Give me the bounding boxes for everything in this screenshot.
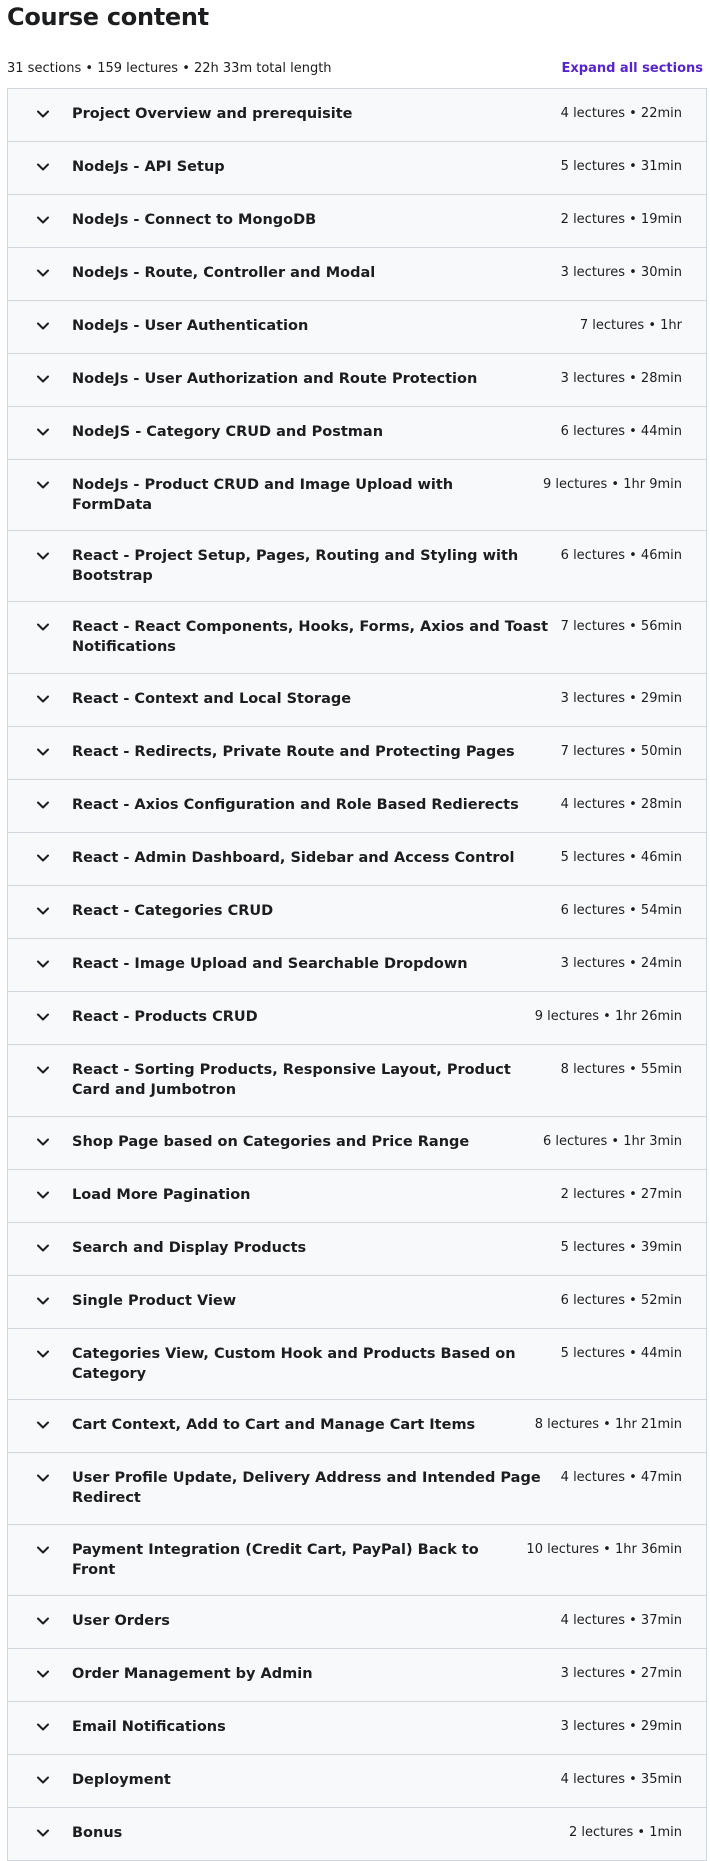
section-row[interactable] <box>8 992 706 1045</box>
section-title: User Profile Update, Delivery Address and Intended Page Redirect <box>72 1470 541 1506</box>
chevron-down-icon <box>36 1132 50 1152</box>
section-meta: 5 lectures • 31min <box>560 159 682 174</box>
chevron-down-icon <box>36 742 50 762</box>
section-meta: 9 lectures • 1hr 9min <box>542 477 682 492</box>
section-row[interactable] <box>8 1329 706 1400</box>
section-title: React - Axios Configuration and Role Based Redierects <box>72 797 519 813</box>
section-title: Email Notifications <box>72 1719 226 1735</box>
section-meta: 4 lectures • 37min <box>560 1613 682 1628</box>
section-row[interactable] <box>8 1223 706 1276</box>
section-title: React - React Components, Hooks, Forms, Axios and Toast Notifications <box>72 619 549 655</box>
section-meta: 4 lectures • 35min <box>560 1772 682 1787</box>
section-meta: 5 lectures • 46min <box>560 850 682 865</box>
section-row[interactable] <box>8 1276 706 1329</box>
section-meta: 6 lectures • 46min <box>560 548 682 563</box>
section-meta: 4 lectures • 47min <box>560 1470 682 1485</box>
chevron-down-icon <box>36 1060 50 1080</box>
section-title: React - Context and Local Storage <box>72 691 352 707</box>
section-title: Project Overview and prerequisite <box>72 106 353 122</box>
section-row[interactable] <box>8 886 706 939</box>
section-row[interactable] <box>8 142 706 195</box>
section-title: Cart Context, Add to Cart and Manage Cart Items <box>72 1417 476 1433</box>
course-summary: 31 sections • 159 lectures • 22h 33m total length <box>7 60 332 76</box>
section-meta: 4 lectures • 28min <box>560 797 682 812</box>
section-title: Load More Pagination <box>72 1187 251 1203</box>
section-meta: 4 lectures • 22min <box>560 106 682 121</box>
section-row[interactable] <box>8 1400 706 1453</box>
section-title: NodeJs - API Setup <box>72 159 225 175</box>
section-title: User Orders <box>72 1613 170 1629</box>
section-meta: 3 lectures • 28min <box>560 371 682 386</box>
section-row[interactable] <box>8 354 706 407</box>
section-meta: 8 lectures • 55min <box>560 1062 682 1077</box>
section-title: React - Project Setup, Pages, Routing and Styling with Bootstrap <box>72 548 519 584</box>
chevron-down-icon <box>36 1717 50 1737</box>
section-row[interactable] <box>8 1170 706 1223</box>
section-row[interactable] <box>8 674 706 727</box>
section-row[interactable] <box>8 1525 706 1596</box>
section-meta: 3 lectures • 27min <box>560 1666 682 1681</box>
section-title: React - Categories CRUD <box>72 903 274 919</box>
section-title: NodeJs - Product CRUD and Image Upload with FormData <box>72 477 454 513</box>
section-row[interactable] <box>8 939 706 992</box>
chevron-down-icon <box>36 1007 50 1027</box>
expand-all-sections-button[interactable]: Expand all sections <box>561 60 703 76</box>
section-row[interactable] <box>8 602 706 674</box>
section-title: React - Products CRUD <box>72 1009 258 1025</box>
section-row[interactable] <box>8 1453 706 1525</box>
course-summary-row <box>7 48 703 88</box>
chevron-down-icon <box>36 210 50 230</box>
section-meta: 3 lectures • 29min <box>560 691 682 706</box>
section-title: NodeJS - Category CRUD and Postman <box>72 424 384 440</box>
section-meta: 5 lectures • 44min <box>560 1346 682 1361</box>
chevron-down-icon <box>36 795 50 815</box>
section-meta: 7 lectures • 1hr <box>579 318 682 333</box>
section-title: NodeJs - Connect to MongoDB <box>72 212 317 228</box>
chevron-down-icon <box>36 263 50 283</box>
chevron-down-icon <box>36 1540 50 1560</box>
section-row[interactable] <box>8 1808 706 1861</box>
section-title: Payment Integration (Credit Cart, PayPal) Back to Front <box>72 1542 479 1578</box>
section-meta: 5 lectures • 39min <box>560 1240 682 1255</box>
section-title: Order Management by Admin <box>72 1666 313 1682</box>
section-row[interactable] <box>8 1596 706 1649</box>
sections-list <box>7 88 707 1861</box>
section-meta: 7 lectures • 50min <box>560 744 682 759</box>
section-meta: 8 lectures • 1hr 21min <box>534 1417 682 1432</box>
section-title: React - Admin Dashboard, Sidebar and Access Control <box>72 850 515 866</box>
section-meta: 6 lectures • 54min <box>560 903 682 918</box>
section-title: React - Redirects, Private Route and Protecting Pages <box>72 744 515 760</box>
chevron-down-icon <box>36 689 50 709</box>
chevron-down-icon <box>36 369 50 389</box>
section-meta: 9 lectures • 1hr 26min <box>534 1009 682 1024</box>
chevron-down-icon <box>36 848 50 868</box>
section-row[interactable] <box>8 89 706 142</box>
chevron-down-icon <box>36 475 50 495</box>
chevron-down-icon <box>36 1238 50 1258</box>
chevron-down-icon <box>36 1468 50 1488</box>
chevron-down-icon <box>36 157 50 177</box>
section-row[interactable] <box>8 460 706 531</box>
section-title: React - Image Upload and Searchable Dropdown <box>72 956 468 972</box>
chevron-down-icon <box>36 1823 50 1843</box>
chevron-down-icon <box>36 104 50 124</box>
section-title: Shop Page based on Categories and Price Range <box>72 1134 470 1150</box>
chevron-down-icon <box>36 1664 50 1684</box>
section-row[interactable] <box>8 1649 706 1702</box>
section-meta: 2 lectures • 27min <box>560 1187 682 1202</box>
section-title: Bonus <box>72 1825 123 1841</box>
chevron-down-icon <box>36 422 50 442</box>
section-meta: 3 lectures • 29min <box>560 1719 682 1734</box>
page-title: Course content <box>7 3 209 31</box>
section-meta: 7 lectures • 56min <box>560 619 682 634</box>
chevron-down-icon <box>36 617 50 637</box>
chevron-down-icon <box>36 316 50 336</box>
chevron-down-icon <box>36 1415 50 1435</box>
section-meta: 2 lectures • 19min <box>560 212 682 227</box>
section-title: Search and Display Products <box>72 1240 307 1256</box>
chevron-down-icon <box>36 1611 50 1631</box>
chevron-down-icon <box>36 546 50 566</box>
section-row[interactable] <box>8 780 706 833</box>
section-row[interactable] <box>8 195 706 248</box>
section-meta: 6 lectures • 44min <box>560 424 682 439</box>
section-meta: 2 lectures • 1min <box>568 1825 682 1840</box>
chevron-down-icon <box>36 901 50 921</box>
section-row[interactable] <box>8 407 706 460</box>
chevron-down-icon <box>36 1770 50 1790</box>
chevron-down-icon <box>36 1344 50 1364</box>
section-meta: 3 lectures • 24min <box>560 956 682 971</box>
section-row[interactable] <box>8 833 706 886</box>
section-title: Single Product View <box>72 1293 237 1309</box>
section-row[interactable] <box>8 248 706 301</box>
section-row[interactable] <box>8 301 706 354</box>
section-meta: 6 lectures • 1hr 3min <box>542 1134 682 1149</box>
section-meta: 10 lectures • 1hr 36min <box>526 1542 682 1557</box>
section-meta: 3 lectures • 30min <box>560 265 682 280</box>
section-row[interactable] <box>8 1702 706 1755</box>
section-row[interactable] <box>8 727 706 780</box>
chevron-down-icon <box>36 954 50 974</box>
section-title: NodeJs - User Authorization and Route Protection <box>72 371 478 387</box>
section-meta: 6 lectures • 52min <box>560 1293 682 1308</box>
section-row[interactable] <box>8 1117 706 1170</box>
section-title: NodeJs - User Authentication <box>72 318 309 334</box>
section-title: React - Sorting Products, Responsive Layout, Product Card and Jumbotron <box>72 1062 511 1098</box>
section-row[interactable] <box>8 531 706 602</box>
section-row[interactable] <box>8 1045 706 1117</box>
section-title: Deployment <box>72 1772 171 1788</box>
chevron-down-icon <box>36 1185 50 1205</box>
chevron-down-icon <box>36 1291 50 1311</box>
section-title: Categories View, Custom Hook and Products Based on Category <box>72 1346 516 1382</box>
section-title: NodeJs - Route, Controller and Modal <box>72 265 376 281</box>
